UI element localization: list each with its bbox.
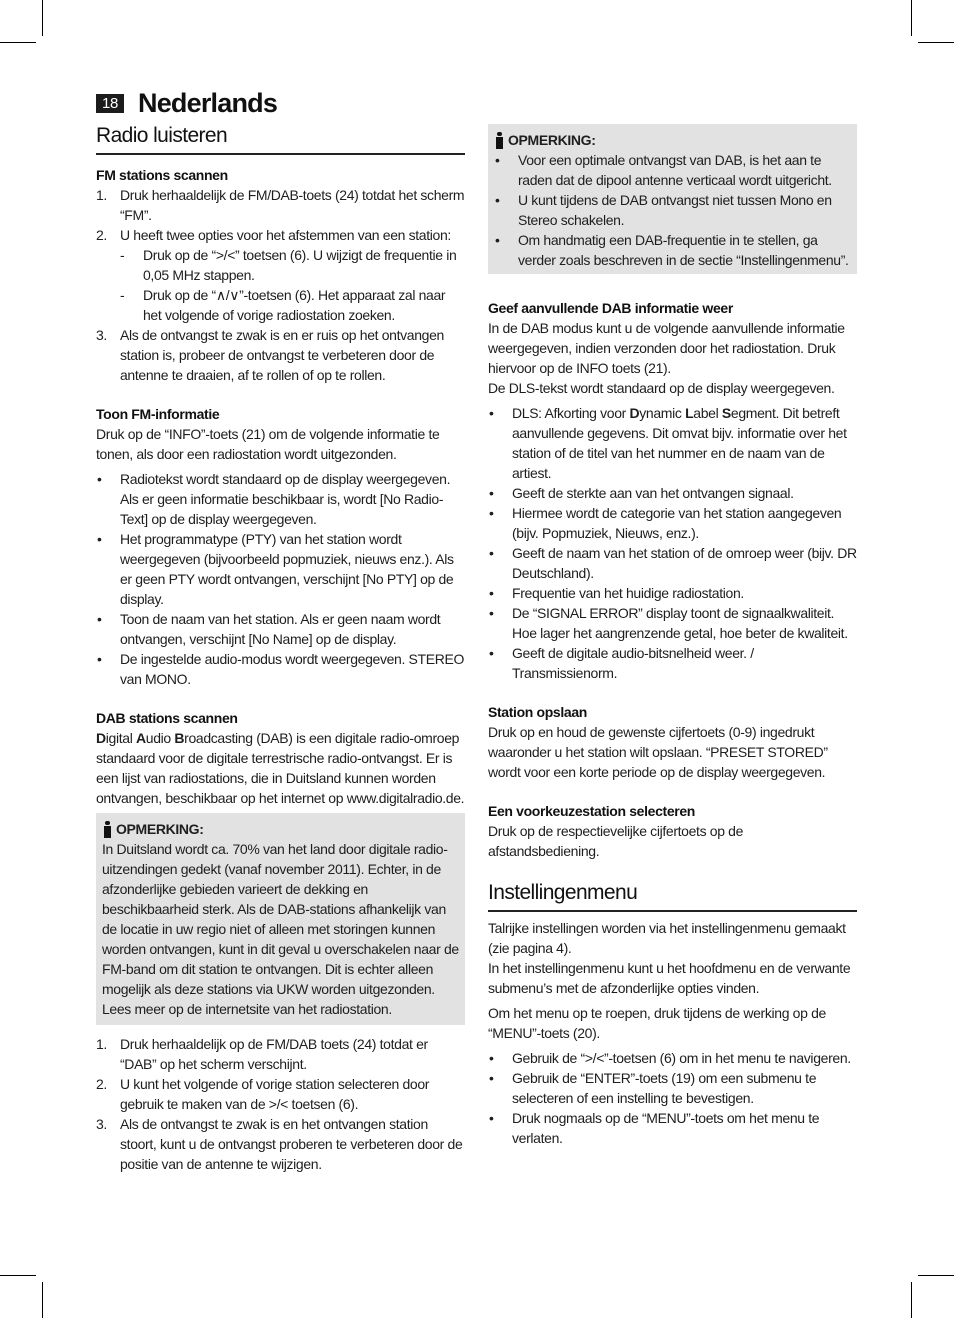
list-item	[96, 469, 465, 529]
step-text: U heeft twee opties voor het afstemmen van een station:	[120, 227, 451, 243]
bullet-text: Geeft de digitale audio-bitsnelheid weer. / Transmissienorm.	[512, 645, 754, 681]
page-header	[96, 86, 277, 120]
list-item	[488, 543, 857, 583]
intro-text: udio	[145, 730, 175, 746]
bullet-text: ynamic	[639, 405, 686, 421]
note-text: In Duitsland wordt ca. 70% van het land door digitale radio-uitzendingen gedekt (vanaf november 2011). Echter, in de afzonderlijke gebieden varieert de dekking en beschikbaarheid sterk. Als de DAB-stations afhankelijk van de locatie in uw regio niet of alleen met storingen kunnen worden ontvangen, kunt in dit geval u overschakelen naar de FM-band om dit station te ontvangen. Dit is echter alleen mogelijk als deze stations via UKW worden uitgezonden. Lees meer op de internetsite van het radiostation.	[102, 841, 459, 1017]
settings-bullets	[488, 1048, 857, 1148]
note-heading	[102, 819, 459, 839]
bullet: •	[495, 152, 500, 168]
list-item	[488, 603, 857, 643]
crop-mark	[918, 1275, 954, 1276]
crop-mark	[0, 1275, 36, 1276]
bullet: •	[489, 1050, 494, 1066]
bullet-text: U kunt tijdens de DAB ontvangst niet tussen Mono en Stereo schakelen.	[518, 192, 832, 228]
fm-scan-steps	[96, 185, 465, 385]
crop-mark	[911, 0, 912, 36]
info-icon	[494, 132, 505, 149]
list-item	[96, 649, 465, 689]
dab-info-intro2: De DLS-tekst wordt standaard op de display weergegeven.	[488, 380, 835, 396]
bullet-text: De ingestelde audio-modus wordt weergegeven. STEREO van MONO.	[120, 651, 465, 687]
subheading-dab-scan: DAB stations scannen	[96, 710, 238, 726]
dab-info-intro: In de DAB modus kunt u de volgende aanvullende informatie weergegeven, indien verzonden door het radiostation. Druk hiervoor op de INFO toets (21).	[488, 320, 845, 376]
bullet-text: Het programmatype (PTY) van het station wordt weergegeven (bijvoorbeeld popmuziek, nieuws enz.). Als er geen PTY wordt ontvangen, verschijnt [No PTY] op de display.	[120, 531, 454, 607]
fm-scan-options	[120, 245, 465, 325]
note-box-coverage	[96, 813, 465, 1025]
bullet-text: Gebruik de “>/<”-toetsen (6) om in het menu te navigeren.	[512, 1050, 851, 1066]
subheading-save-station: Station opslaan	[488, 704, 587, 720]
bullet-text: Gebruik de “ENTER”-toets (19) om een submenu te selecteren of een instelling te bevestigen.	[512, 1070, 817, 1106]
step-number: 1.	[96, 187, 107, 203]
bullet-text: Geeft de sterkte aan van het ontvangen signaal.	[512, 485, 794, 501]
step-number: 2.	[96, 1076, 107, 1092]
emph-letter: L	[685, 405, 694, 421]
bullet-text: Radiotekst wordt standaard op de display weergegeven. Als er geen informatie beschikbaar is, wordt [No Radio-Text] op de display weergegeven.	[120, 471, 451, 527]
crop-mark	[42, 1282, 43, 1318]
list-item	[494, 190, 851, 230]
settings-p3: Om het menu op te roepen, druk tijdens de werking op de “MENU”-toets (20).	[488, 1005, 826, 1041]
bullet: •	[97, 651, 102, 667]
option-text: Druk op de “∧/∨”-toetsen (6). Het apparaat zal naar het volgende of vorige radiostation zoeken.	[143, 287, 446, 323]
bullet: •	[489, 485, 494, 501]
list-item	[96, 1074, 465, 1114]
list-item	[488, 1068, 857, 1108]
note-title: OPMERKING:	[508, 132, 596, 148]
list-item	[488, 483, 857, 503]
step-text: Als de ontvangst te zwak is en er ruis op het ontvangen station is, probeer de ontvangst te verbeteren door de antenne te draaien, af te rollen of op te rollen.	[120, 327, 444, 383]
note-heading	[494, 130, 851, 150]
bullet-text: De “SIGNAL ERROR” display toont de signaalkwaliteit. Hoe lager het aangrenzende getal, hoe beter de kwaliteit.	[512, 605, 848, 641]
list-item	[96, 185, 465, 225]
step-number: 2.	[96, 227, 107, 243]
bullet: •	[489, 585, 494, 601]
list-item	[96, 325, 465, 385]
list-item	[488, 1108, 857, 1148]
dab-intro	[96, 728, 465, 808]
info-icon	[102, 821, 113, 838]
bullet: •	[495, 232, 500, 248]
bullet: •	[489, 1070, 494, 1086]
list-item	[120, 245, 465, 285]
subheading-preset-select: Een voorkeuzestation selecteren	[488, 803, 696, 819]
dash-marker: -	[120, 287, 125, 303]
crop-mark	[918, 42, 954, 43]
bullet: •	[97, 471, 102, 487]
section-title-settings: Instellingenmenu	[488, 879, 857, 912]
list-item	[96, 225, 465, 325]
list-item	[488, 583, 857, 603]
section-title-radio: Radio luisteren	[96, 122, 465, 155]
list-item	[488, 403, 857, 483]
list-item	[120, 285, 465, 325]
bullet-text: Hiermee wordt de categorie van het station aangegeven (bijv. Popmuziek, Nieuws, enz.).	[512, 505, 842, 541]
note-box-dab	[488, 124, 857, 274]
note-title: OPMERKING:	[116, 821, 204, 837]
step-number: 3.	[96, 1116, 107, 1132]
bullet: •	[97, 611, 102, 627]
option-text: Druk op de “>/<” toetsen (6). U wijzigt de frequentie in 0,05 MHz stappen.	[143, 247, 457, 283]
emph-letter: S	[721, 405, 731, 421]
subheading-fm-info: Toon FM-informatie	[96, 406, 220, 422]
fm-info-intro: Druk op de “INFO”-toets (21) om de volgende informatie te tonen, als door een radiostation wordt uitgezonden.	[96, 426, 440, 462]
bullet-text: Voor een optimale ontvangst van DAB, is het aan te raden dat de dipool antenne verticaal wordt uitgericht.	[518, 152, 832, 188]
list-item	[488, 503, 857, 543]
right-column	[488, 124, 857, 1148]
list-item	[96, 529, 465, 609]
left-column	[96, 120, 465, 1174]
list-item	[488, 643, 857, 683]
bullet: •	[489, 505, 494, 521]
crop-mark	[911, 1282, 912, 1318]
bullet-text: abel	[693, 405, 722, 421]
bullet-text: Druk nogmaals op de “MENU”-toets om het menu te verlaten.	[512, 1110, 820, 1146]
bullet: •	[495, 192, 500, 208]
bullet-text: DLS: Afkorting voor	[512, 405, 630, 421]
bullet: •	[489, 1110, 494, 1126]
settings-p1: Talrijke instellingen worden via het instellingenmenu gemaakt (zie pagina 4).	[488, 920, 846, 956]
crop-mark	[42, 0, 43, 36]
preset-select-text: Druk op de respectievelijke cijfertoets op de afstandsbediening.	[488, 823, 744, 859]
dab-scan-steps	[96, 1034, 465, 1174]
dab-info-bullets	[488, 403, 857, 683]
bullet-text: Frequentie van het huidige radiostation.	[512, 585, 744, 601]
settings-p2: In het instellingenmenu kunt u het hoofdmenu en de verwante submenu’s met de afzonderlijke opties vinden.	[488, 960, 851, 996]
bullet-text: Toon de naam van het station. Als er geen naam wordt ontvangen, verschijnt [No Name] op de display.	[120, 611, 441, 647]
list-item	[488, 1048, 857, 1068]
emph-letter: B	[174, 730, 185, 746]
bullet: •	[489, 545, 494, 561]
list-item	[96, 1114, 465, 1174]
step-number: 3.	[96, 327, 107, 343]
list-item	[96, 609, 465, 649]
fm-info-bullets	[96, 469, 465, 689]
subheading-fm-scan: FM stations scannen	[96, 167, 228, 183]
bullet-text: egment. Dit betreft aanvullende gegevens. Dit omvat bijv. informatie over het station of de titel van het nummer en de naam van de artiest.	[512, 405, 847, 481]
language-title: Nederlands	[138, 87, 278, 118]
bullet: •	[489, 605, 494, 621]
dash-marker: -	[120, 247, 125, 263]
step-text: Druk herhaaldelijk op de FM/DAB toets (24) totdat er “DAB” op het scherm verschijnt.	[120, 1036, 428, 1072]
bullet: •	[489, 405, 494, 421]
emph-letter: D	[96, 730, 106, 746]
emph-letter: D	[629, 405, 640, 421]
crop-mark	[0, 42, 36, 43]
bullet-text: Geeft de naam van het station of de omroep weer (bijv. DR Deutschland).	[512, 545, 857, 581]
bullet: •	[489, 645, 494, 661]
step-text: U kunt het volgende of vorige station selecteren door gebruik te maken van de >/< toetsen (6).	[120, 1076, 430, 1112]
bullet-text: Om handmatig een DAB-frequentie in te stellen, ga verder zoals beschreven in de sectie “Instellingenmenu”.	[518, 232, 849, 268]
bullet: •	[97, 531, 102, 547]
emph-letter: A	[136, 730, 146, 746]
list-item	[96, 1034, 465, 1074]
step-number: 1.	[96, 1036, 107, 1052]
list-item	[494, 150, 851, 190]
intro-text: roadcasting (DAB) is een digitale radio-omroep standaard voor de digitale terrestrische radio-ontvangst. Er is een lijst van radiostations, die in Duitsland kunnen worden ontvangen, beschikbaar op het internet op www.digitalradio.de.	[96, 730, 465, 806]
step-text: Druk herhaaldelijk de FM/DAB-toets (24) totdat het scherm “FM”.	[120, 187, 465, 223]
page-number: 18	[96, 94, 124, 113]
save-station-text: Druk op en houd de gewenste cijfertoets (0-9) ingedrukt waaronder u het station wilt opslaan. “PRESET STORED” wordt voor een korte periode op de display weergegeven.	[488, 724, 828, 780]
list-item	[494, 230, 851, 270]
subheading-dab-info: Geef aanvullende DAB informatie weer	[488, 300, 733, 316]
intro-text: igital	[105, 730, 136, 746]
note-bullets	[494, 150, 851, 270]
step-text: Als de ontvangst te zwak is en het ontvangen station stoort, kunt u de ontvangst proberen te verbeteren door de positie van de antenne te wijzigen.	[120, 1116, 463, 1172]
